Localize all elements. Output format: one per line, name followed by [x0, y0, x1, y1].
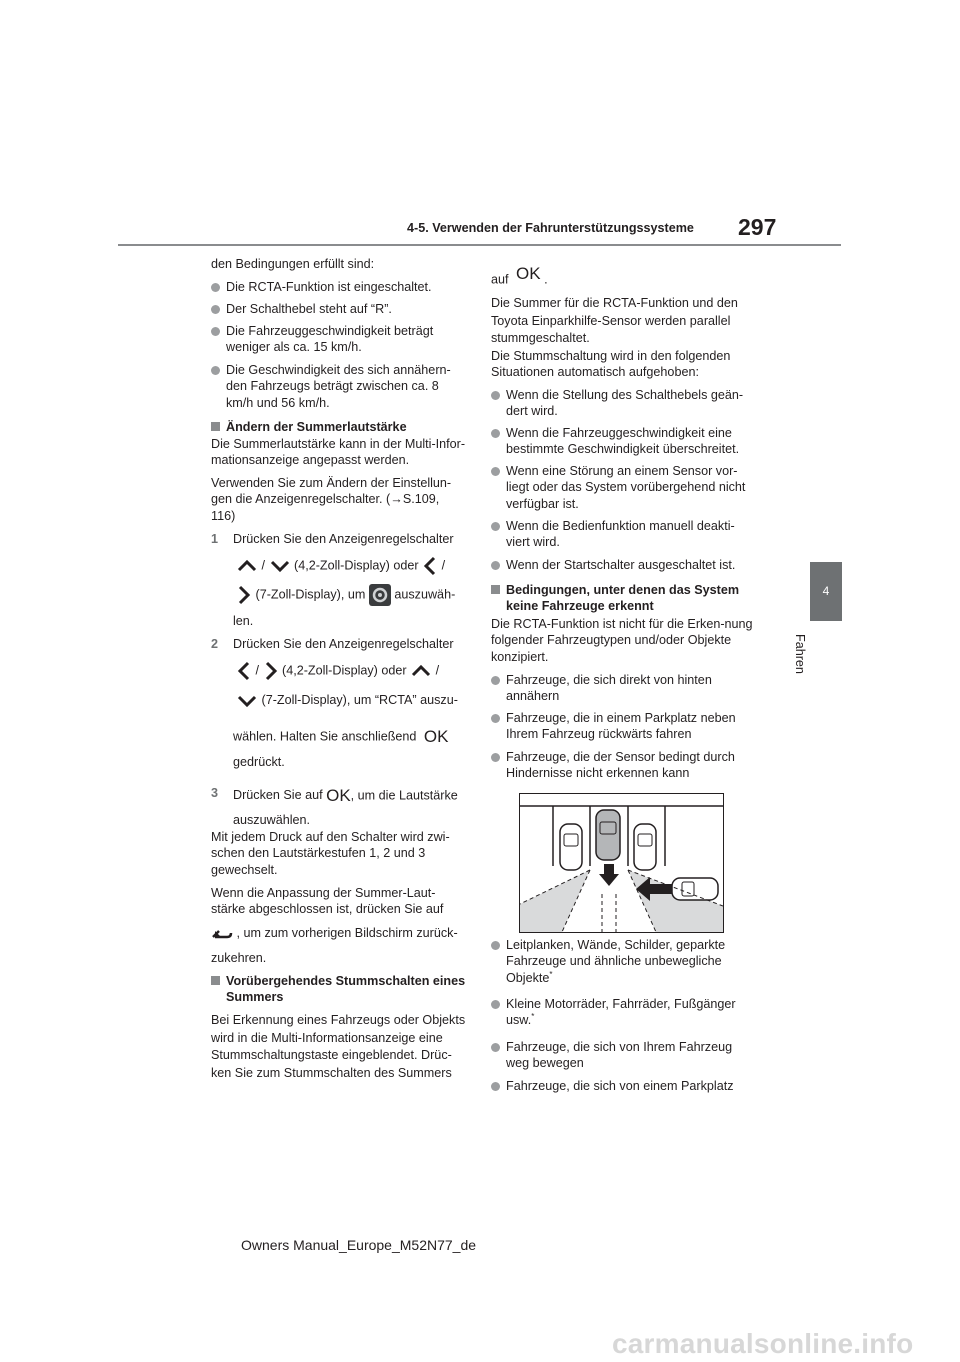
- cancel-item: Wenn die Fahrzeuggeschwindigkeit eine bestimmte Geschwindigkeit überschreitet.: [491, 425, 753, 458]
- type-item: Kleine Motorräder, Fahrräder, Fußgänger usw.*: [491, 996, 753, 1029]
- step-2-line4: [233, 726, 473, 748]
- step-3: [211, 785, 473, 807]
- step-text: (7-Zoll-Display), um “RCTA” auszu-: [261, 693, 458, 707]
- type-item: Fahrzeuge, die sich direkt von hinten annähern: [491, 672, 731, 705]
- step-text: auszuwäh-: [394, 587, 456, 602]
- header-divider: [118, 244, 841, 246]
- document-footer: Owners Manual_Europe_M52N77_de: [241, 1237, 477, 1253]
- chevron-down-icon: [269, 559, 291, 573]
- parked-car-icon: [560, 824, 582, 870]
- step-text: Drücken Sie auf: [233, 788, 323, 803]
- step-text: (4,2-Zoll-Display) oder: [294, 558, 419, 573]
- chevron-left-icon: [236, 660, 252, 682]
- step-2: [211, 636, 473, 652]
- intro-text: den Bedingungen erfüllt sind:: [211, 257, 375, 271]
- paragraph: Die Summerlautstärke kann in der Multi-Infor-mationsanzeige angepasst werden.: [211, 437, 466, 468]
- paragraph: Verwenden Sie zum Ändern der Einstellun-gen die Anzeigenregelschalter. (→S.109, 116): [211, 476, 452, 523]
- paragraph: Wenn die Anpassung der Summer-Laut-stärke abgeschlossen ist, drücken Sie auf: [211, 886, 444, 917]
- cancel-item: Wenn die Stellung des Schalthebels geän-dert wird.: [491, 387, 753, 420]
- step-2-line2: [236, 660, 476, 682]
- type-item: Leitplanken, Wände, Schilder, geparkte Fahrzeuge und ähnliche unbewegliche Objekte*: [491, 937, 753, 986]
- step-1-line3: [236, 584, 476, 606]
- chevron-right-icon: [236, 584, 252, 606]
- back-arrow-icon: [211, 927, 233, 941]
- slash: /: [435, 663, 440, 678]
- step-text: auszuwählen.: [233, 813, 311, 827]
- step-number: 3: [211, 786, 219, 800]
- cancel-item: Wenn der Startschalter ausgeschaltet ist.: [491, 557, 753, 573]
- type-item: Fahrzeuge, die der Sensor bedingt durch Hindernisse nicht erkennen kann: [491, 749, 753, 782]
- type-item: Fahrzeuge, die in einem Parkplatz neben Ihrem Fahrzeug rückwärts fahren: [491, 710, 753, 743]
- step-1-line2: [236, 555, 476, 577]
- heading-mute: Vorübergehendes Stummschalten eines Summers: [211, 973, 473, 1006]
- cancel-item: Wenn die Bedienfunktion manuell deakti-viert wird.: [491, 518, 753, 551]
- footnote-mark: *: [531, 1012, 535, 1022]
- parked-car-icon: [634, 824, 656, 870]
- chapter-label-text: Fahren: [793, 634, 807, 674]
- step-1: [211, 531, 473, 547]
- step-text: (7-Zoll-Display), um: [255, 587, 366, 602]
- step-2-line3: [236, 692, 476, 708]
- chapter-tab: 4: [810, 562, 842, 621]
- chevron-right-icon: [263, 660, 279, 682]
- type-item: Fahrzeuge, die sich von einem Parkplatz: [491, 1078, 753, 1094]
- ok-icon: OK: [423, 727, 449, 746]
- type-item: Fahrzeuge, die sich von Ihrem Fahrzeug weg bewegen: [491, 1039, 753, 1072]
- paragraph: Die Stummschaltung wird in den folgenden Situationen automatisch aufgehoben:: [491, 349, 731, 380]
- paragraph-text: auf: [491, 272, 509, 287]
- crossing-car-icon: [672, 878, 718, 900]
- paragraph: Mit jedem Druck auf den Schalter wird zwi-schen den Lautstärkestufen 1, 2 und 3 gewechselt.: [211, 830, 450, 877]
- step-text: len.: [233, 614, 254, 628]
- chevron-left-icon: [422, 555, 438, 577]
- heading-volume: Ändern der Summerlautstärke: [211, 419, 473, 435]
- step-text: Drücken Sie den Anzeigenregelschalter: [233, 637, 454, 651]
- watermark: carmanualsonline.info: [612, 1328, 914, 1359]
- ok-icon: OK: [326, 786, 351, 805]
- footnote-mark: *: [549, 969, 553, 979]
- slash: /: [441, 558, 446, 573]
- paragraph: Die Summer für die RCTA-Funktion und den Toyota Einparkhilfe-Sensor werden parallel stummgeschaltet.: [491, 296, 738, 346]
- ok-icon: OK: [516, 264, 541, 283]
- left-column: [211, 256, 473, 272]
- step-number: 2: [211, 637, 219, 651]
- step-text: gedrückt.: [233, 755, 285, 769]
- slash: /: [255, 663, 259, 678]
- cancel-item: Wenn eine Störung an einem Sensor vor-liegt oder das System vorübergehend nicht verfügbar ist.: [491, 463, 753, 512]
- paragraph-text: , um zum vorherigen Bildschirm zurück-: [236, 926, 458, 940]
- condition-item: Die RCTA-Funktion ist eingeschaltet.: [211, 279, 473, 295]
- page-number: 297: [738, 214, 777, 240]
- settings-gear-icon: [369, 584, 391, 606]
- rcta-limitation-illustration: [519, 793, 724, 933]
- step-number: 1: [211, 532, 219, 546]
- paragraph-text: .: [544, 272, 548, 287]
- condition-item: Die Geschwindigkeit des sich annähern-den Fahrzeugs beträgt zwischen ca. 8 km/h und 56 km/h.: [211, 362, 461, 411]
- chevron-up-icon: [236, 559, 258, 573]
- section-title: 4-5. Verwenden der Fahrunterstützungssysteme: [407, 221, 694, 235]
- condition-item: Der Schalthebel steht auf “R”.: [211, 301, 473, 317]
- auf-line: [491, 264, 548, 291]
- chevron-down-icon: [236, 694, 258, 708]
- heading-conditions: Bedingungen, unter denen das System keine Fahrzeuge erkennt: [491, 582, 753, 615]
- step-text: (4,2-Zoll-Display) oder: [282, 663, 407, 678]
- step-text: wählen. Halten Sie anschließend: [233, 729, 417, 744]
- chevron-up-icon: [410, 664, 432, 678]
- paragraph: Die RCTA-Funktion ist nicht für die Erken-nung folgender Fahrzeugtypen und/oder Objekte konzipiert.: [491, 617, 753, 664]
- chapter-label: [790, 634, 810, 694]
- paragraph-line: [211, 925, 458, 941]
- paragraph: Bei Erkennung eines Fahrzeugs oder Objekts wird in die Multi-Informationsanzeige eine Stummschaltungstaste eingeblendet. Drüc-ken Sie zum Stummschalten des Summers: [211, 1013, 466, 1080]
- condition-item: Die Fahrzeuggeschwindigkeit beträgt weniger als ca. 15 km/h.: [211, 323, 451, 356]
- paragraph-text: zukehren.: [211, 951, 267, 965]
- approach-arrow-down-icon: [599, 864, 619, 886]
- step-text: , um die Lautstärke: [350, 788, 458, 803]
- own-car-icon: [596, 810, 620, 860]
- step-text: Drücken Sie den Anzeigenregelschalter: [233, 532, 454, 546]
- slash: /: [261, 558, 265, 573]
